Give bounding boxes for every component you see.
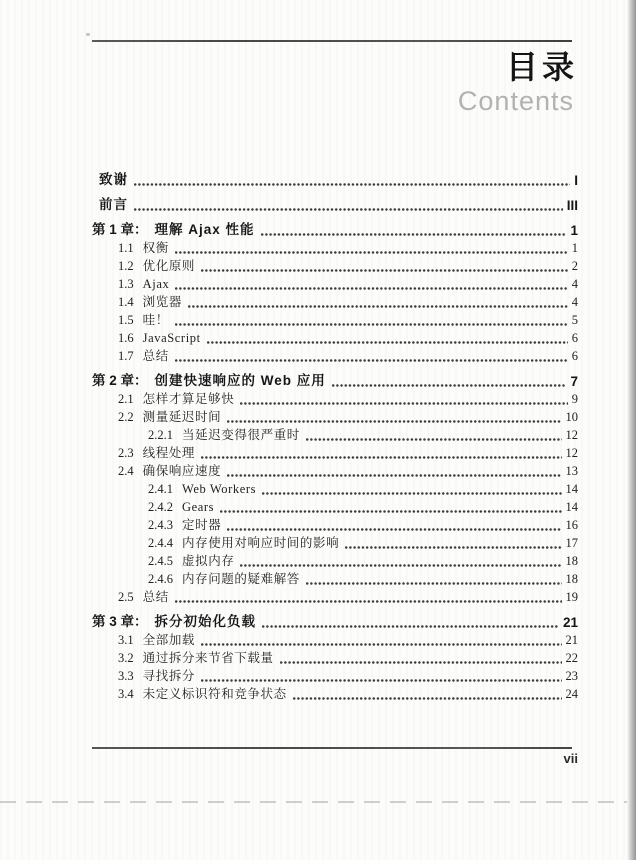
toc-entry [92, 569, 578, 587]
toc-entry-page: 21 [565, 633, 578, 647]
toc-entry-number: 2.3 [118, 446, 134, 460]
toc-entry-page: 19 [565, 590, 578, 604]
toc-entry-number: 2.4.1 [148, 482, 173, 496]
dot-leader [175, 600, 562, 603]
toc-entry-number: 2.5 [118, 590, 134, 604]
toc-entry [92, 292, 578, 310]
toc-entry-title: 内存使用对响应时间的影响 [182, 536, 340, 550]
toc-entry [92, 630, 578, 648]
toc-entry-page: 13 [565, 464, 578, 478]
toc-entry [92, 407, 578, 425]
toc-entry-number: 2.4.3 [148, 518, 173, 532]
dot-leader [175, 359, 568, 362]
toc-entry-number: 2.1 [118, 392, 134, 406]
toc-entry-number: 2.2.1 [148, 428, 173, 442]
dot-leader [261, 233, 567, 236]
toc-entry-number: 1.6 [118, 331, 134, 345]
toc-entry-number: 2.4.2 [148, 500, 173, 514]
toc-entry-number: 3.4 [118, 687, 134, 701]
toc-entry-page: 22 [565, 651, 578, 665]
dot-leader [201, 679, 561, 682]
toc-entry [92, 479, 578, 497]
toc-entry [92, 195, 578, 213]
toc-entry-title: 未定义标识符和竞争状态 [142, 687, 287, 701]
toc-entry [92, 443, 578, 461]
toc-entry [92, 587, 578, 605]
toc-entry-title: 拆分初始化负载 [154, 614, 257, 629]
toc-entry-number: 2.4.4 [148, 536, 173, 550]
scan-edge-shadow [627, 0, 636, 860]
toc-entry-number: 1.2 [118, 259, 134, 273]
toc-entry-page: 18 [565, 572, 578, 586]
toc-entry-page: 21 [562, 615, 578, 630]
toc-entry-page: 9 [571, 392, 578, 406]
toc-entry-number: 2.2 [118, 410, 134, 424]
toc-entry-page: III [566, 198, 578, 213]
toc-entry-title: 测量延迟时间 [142, 410, 222, 424]
toc-entry-title: 内存问题的疑难解答 [182, 572, 300, 586]
toc-entry-number: 第 1 章： [92, 222, 148, 237]
toc-entry [92, 515, 578, 533]
dot-leader [306, 582, 562, 585]
toc-entry-title: 通过拆分来节省下载量 [142, 651, 274, 665]
toc-entry-page: 2 [571, 259, 578, 273]
toc-entry-page: 24 [565, 687, 578, 701]
toc-entry-title: 总结 [142, 349, 169, 363]
toc-entry-number: 1.1 [118, 241, 134, 255]
title-block [457, 48, 578, 116]
toc-entry [92, 461, 578, 479]
toc-entry [92, 371, 578, 389]
toc-entry-title: 定时器 [182, 518, 222, 532]
toc-entry [92, 274, 578, 292]
toc-entry-number: 第 2 章： [92, 373, 148, 388]
dot-leader [134, 183, 570, 186]
toc-entry-page: 12 [565, 428, 578, 442]
toc-entry-page: 5 [571, 313, 578, 327]
dot-leader [175, 287, 567, 290]
dot-leader [227, 420, 561, 423]
toc-entry-title: 怎样才算足够快 [142, 392, 235, 406]
toc-entry-number: 1.5 [118, 313, 134, 327]
toc-entry-number: 2.4.6 [148, 572, 173, 586]
toc-entry-page: 14 [565, 500, 578, 514]
toc-entry-page: 7 [570, 374, 578, 389]
toc-entry-title: Web Workers [182, 482, 257, 496]
page-number: vii [563, 751, 578, 766]
toc-entry-title: 寻找拆分 [142, 669, 196, 683]
toc-entry [92, 256, 578, 274]
dot-leader [227, 474, 561, 477]
toc-entry-number: 3.1 [118, 633, 134, 647]
toc-entry [92, 238, 578, 256]
toc-entry-page: 1 [570, 223, 578, 238]
toc-entry-title: 虚拟内存 [182, 554, 235, 568]
toc-entry-page: 4 [571, 295, 578, 309]
toc-entry-title: Ajax [142, 277, 170, 291]
toc-entry-number: 1.7 [118, 349, 134, 363]
toc-entry [92, 389, 578, 407]
toc-entry [92, 346, 578, 364]
dot-leader [262, 492, 561, 495]
toc-entry-page: 18 [565, 554, 578, 568]
toc-entry-title: 优化原则 [142, 259, 196, 273]
dot-leader [201, 269, 568, 272]
scan-speck [86, 33, 90, 36]
dot-leader [240, 402, 567, 405]
toc-entry-number: 3.3 [118, 669, 134, 683]
dot-leader [345, 546, 561, 549]
header-rule [92, 40, 572, 42]
toc-entry-page: 17 [565, 536, 578, 550]
toc-entry-number: 1.3 [118, 277, 134, 291]
toc-entry-title: 当延迟变得很严重时 [182, 428, 300, 442]
dot-leader [201, 643, 561, 646]
toc-entry-title: 权衡 [142, 241, 169, 255]
dot-leader [240, 564, 561, 567]
dot-leader [262, 625, 559, 628]
dot-leader [220, 510, 561, 513]
toc-entry [92, 425, 578, 443]
toc-entry-title: 线程处理 [142, 446, 196, 460]
toc-entry-number: 3.2 [118, 651, 134, 665]
dot-leader [207, 341, 568, 344]
toc-entry-number: 1.4 [118, 295, 134, 309]
toc-entry-page: 6 [571, 349, 578, 363]
toc-entry-page: 23 [565, 669, 578, 683]
toc-entry-title: 理解 Ajax 性能 [154, 222, 255, 237]
dot-leader [227, 528, 561, 531]
dot-leader [134, 208, 563, 211]
toc-entry-title: 创建快速响应的 Web 应用 [154, 373, 326, 388]
dot-leader [293, 697, 562, 700]
dot-leader [175, 323, 568, 326]
toc-entry-page: 16 [565, 518, 578, 532]
toc-entry-page: 14 [565, 482, 578, 496]
toc-entry [92, 551, 578, 569]
toc-entry-number: 2.4 [118, 464, 134, 478]
toc-entry-title: 总结 [142, 590, 169, 604]
dot-leader [188, 305, 568, 308]
toc-entry-title: 致谢 [99, 172, 128, 187]
toc-entry [92, 497, 578, 515]
toc-entry [92, 310, 578, 328]
toc-entry-title: 哇！ [142, 313, 169, 327]
footer-rule [92, 747, 572, 749]
toc-entry [92, 533, 578, 551]
toc-entry-title: 浏览器 [142, 295, 182, 309]
dot-leader [201, 456, 561, 459]
toc-entry-page: 12 [565, 446, 578, 460]
toc-entry [92, 648, 578, 666]
dot-leader [175, 251, 568, 254]
dot-leader [332, 384, 567, 387]
page-subtitle: Contents [457, 86, 574, 116]
toc-entry [92, 170, 578, 188]
toc-entry [92, 328, 578, 346]
toc-entry-page: 1 [571, 241, 578, 255]
dot-leader [280, 661, 562, 664]
toc-entry [92, 666, 578, 684]
toc-entry-title: 确保响应速度 [142, 464, 222, 478]
scan-artifact-line [0, 801, 627, 803]
toc-entry-page: I [574, 173, 578, 188]
toc-entry-title: Gears [182, 500, 215, 514]
toc-entry-title: 前言 [99, 197, 128, 212]
toc-entry-number: 2.4.5 [148, 554, 173, 568]
page-title: 目录 [505, 49, 578, 85]
toc-entry [92, 684, 578, 702]
toc-entry-number: 第 3 章： [92, 614, 148, 629]
toc-entry-page: 6 [571, 331, 578, 345]
toc-entry [92, 220, 578, 238]
toc-list [92, 163, 578, 702]
toc-entry-title: 全部加载 [142, 633, 196, 647]
dot-leader [306, 438, 562, 441]
toc-entry-page: 10 [565, 410, 578, 424]
toc-entry [92, 612, 578, 630]
toc-entry-title: JavaScript [142, 331, 201, 345]
toc-entry-page: 4 [571, 277, 578, 291]
